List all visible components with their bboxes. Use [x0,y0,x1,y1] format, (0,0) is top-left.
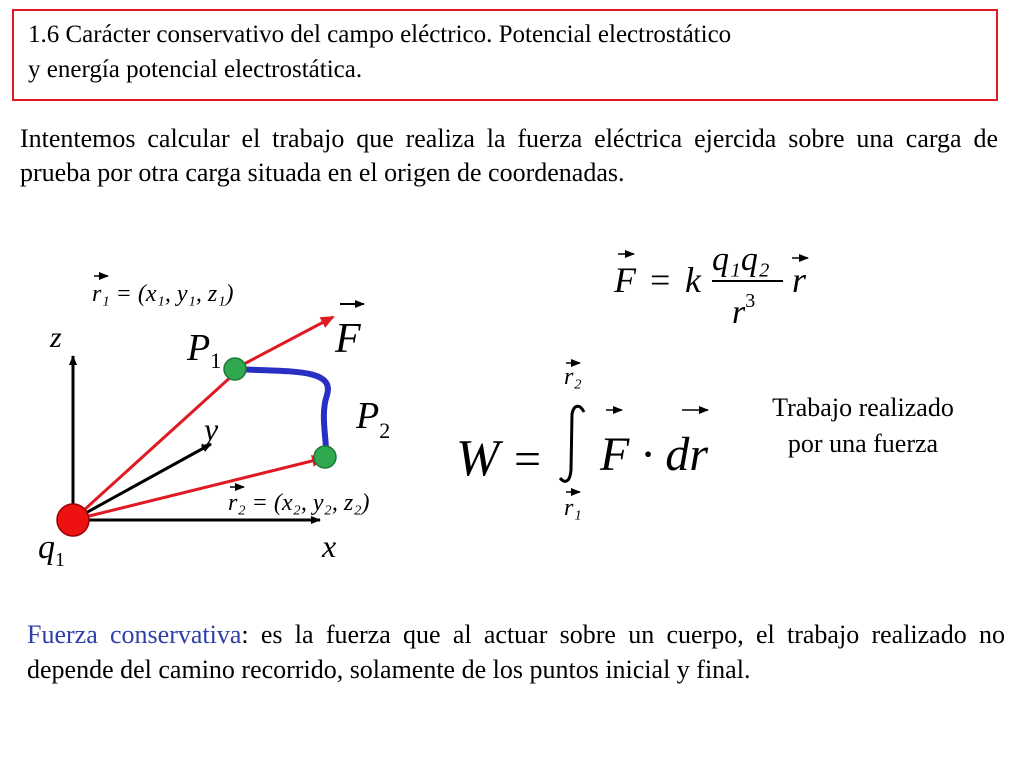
formula-f-rhs: r [792,260,807,300]
caption-line-1: Trabajo realizado [772,393,954,422]
work-integrand: F · dr [600,428,708,481]
trajectory-path [235,369,328,455]
p2-label: $P_2$ [356,395,391,443]
r2-equation: r₂ = (x₂, y₂, z₂) [228,490,370,516]
point-p1-dot [224,358,246,380]
conclusion-text: : es la fuerza que al actuar sobre un cuerpo, el trabajo realizado no depende del camino recorrido, solamente de los puntos inicial y final. [27,620,1005,684]
integral-upper-limit: r₂ [564,364,582,390]
formula-f-numerator: q₁q₂ [712,241,770,278]
charge-q1-label: $q_1$ [38,529,65,571]
r1-equation: r₁ = (x₁, y₁, z₁) [92,281,234,307]
point-p2-dot [314,446,336,468]
work-lhs: W [456,430,500,487]
r1-vector [73,365,244,520]
force-label: F [335,316,361,362]
intro-paragraph: Intentemos calcular el trabajo que realiza la fuerza eléctrica ejercida sobre una carga de prueba por otra carga situada en el origen de coordenadas. [20,124,998,187]
integral-sign [560,406,584,481]
caption-line-2: por una fuerza [787,429,939,458]
charge-q1-dot [57,504,89,536]
title-line-2: y energía potencial electrostática. [28,56,363,83]
work-caption [742,390,984,462]
force-vector [244,317,333,364]
axis-y-label: y [204,411,219,447]
formula-f-eq: = [650,260,671,300]
work-eq: = [514,433,542,486]
p1-label: $P_1$ [187,327,222,373]
conservative-force-term: Fuerza conservativa [27,620,242,649]
title-line-1: 1.6 Carácter conservativo del campo eléctrico. Potencial electrostático [28,21,732,48]
formula-f-denominator: $r^3$ [732,290,756,331]
conclusion-paragraph [27,617,1005,687]
integral-lower-limit: r₁ [564,495,582,521]
y-axis [73,444,211,520]
formula-f-k: k [685,260,701,300]
axis-z-label: z [50,321,62,354]
axis-x-label: x [322,528,337,564]
formula-f-lhs: F [614,260,636,300]
